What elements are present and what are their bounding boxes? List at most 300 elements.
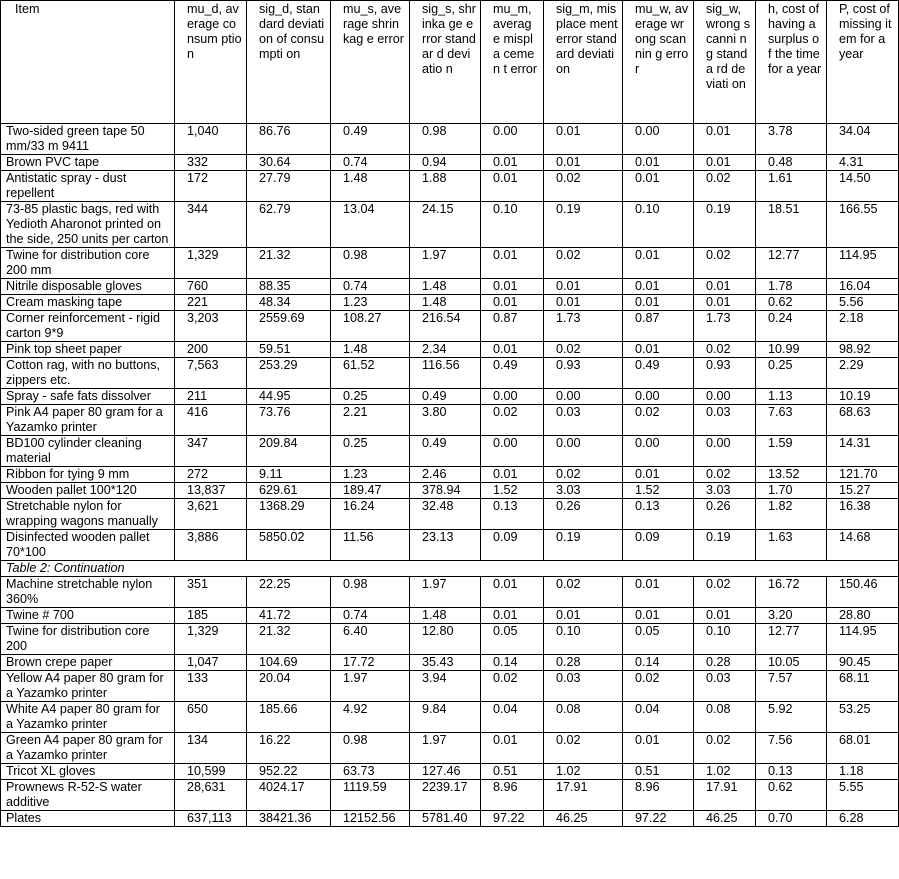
cell-sig-w: 0.02: [694, 248, 756, 279]
cell-sig-m: 0.02: [544, 577, 623, 608]
table-row: [1, 202, 899, 248]
cell-mu-w: 0.09: [623, 530, 694, 561]
table-row: [1, 155, 899, 171]
cell-sig-w: 1.73: [694, 311, 756, 342]
cell-p: 34.04: [827, 124, 899, 155]
table-row: [1, 530, 899, 561]
cell-sig-w: 0.01: [694, 279, 756, 295]
cell-mu-w: 1.52: [623, 483, 694, 499]
cell-item: Ribbon for tying 9 mm: [1, 467, 175, 483]
cell-sig-s: 2.46: [410, 467, 481, 483]
cell-p: 114.95: [827, 624, 899, 655]
header-item: Item: [1, 1, 175, 124]
header-mu-d: mu_d, average consum ption: [175, 1, 247, 124]
cell-sig-d: 22.25: [247, 577, 331, 608]
cell-mu-s: 1.48: [331, 171, 410, 202]
cell-sig-m: 0.02: [544, 733, 623, 764]
cell-h: 1.63: [756, 530, 827, 561]
cell-sig-s: 35.43: [410, 655, 481, 671]
cell-sig-w: 0.19: [694, 202, 756, 248]
cell-mu-m: 0.01: [481, 342, 544, 358]
header-mu-s: mu_s, average shrinkag e error: [331, 1, 410, 124]
cell-mu-s: 0.25: [331, 389, 410, 405]
cell-sig-d: 59.51: [247, 342, 331, 358]
cell-item: Pink top sheet paper: [1, 342, 175, 358]
cell-mu-s: 2.21: [331, 405, 410, 436]
cell-mu-d: 13,837: [175, 483, 247, 499]
cell-mu-m: 0.09: [481, 530, 544, 561]
cell-mu-s: 17.72: [331, 655, 410, 671]
cell-mu-w: 0.87: [623, 311, 694, 342]
cell-sig-d: 27.79: [247, 171, 331, 202]
caption-row: [1, 561, 899, 577]
cell-mu-w: 0.14: [623, 655, 694, 671]
cell-p: 6.28: [827, 811, 899, 827]
cell-mu-m: 0.00: [481, 389, 544, 405]
cell-p: 5.56: [827, 295, 899, 311]
cell-sig-d: 209.84: [247, 436, 331, 467]
cell-mu-s: 1119.59: [331, 780, 410, 811]
cell-mu-s: 6.40: [331, 624, 410, 655]
cell-p: 14.68: [827, 530, 899, 561]
cell-mu-s: 1.97: [331, 671, 410, 702]
table-row: [1, 124, 899, 155]
header-mu-w: mu_w, average wrong scannin g error: [623, 1, 694, 124]
cell-mu-d: 416: [175, 405, 247, 436]
cell-item: Twine for distribution core 200: [1, 624, 175, 655]
cell-sig-d: 2559.69: [247, 311, 331, 342]
cell-sig-s: 3.80: [410, 405, 481, 436]
cell-item: Cotton rag, with no buttons, zippers etc.: [1, 358, 175, 389]
cell-mu-w: 0.01: [623, 155, 694, 171]
cell-item: Yellow A4 paper 80 gram for a Yazamko printer: [1, 671, 175, 702]
cell-mu-s: 11.56: [331, 530, 410, 561]
cell-sig-d: 185.66: [247, 702, 331, 733]
cell-p: 98.92: [827, 342, 899, 358]
cell-h: 18.51: [756, 202, 827, 248]
cell-item: Stretchable nylon for wrapping wagons manually: [1, 499, 175, 530]
cell-h: 0.13: [756, 764, 827, 780]
cell-mu-m: 0.51: [481, 764, 544, 780]
cell-item: Disinfected wooden pallet 70*100: [1, 530, 175, 561]
cell-mu-d: 211: [175, 389, 247, 405]
cell-h: 1.61: [756, 171, 827, 202]
cell-mu-m: 0.01: [481, 467, 544, 483]
cell-p: 150.46: [827, 577, 899, 608]
cell-mu-s: 61.52: [331, 358, 410, 389]
cell-sig-d: 952.22: [247, 764, 331, 780]
table-body-part2: [1, 577, 899, 827]
table-row: [1, 655, 899, 671]
cell-h: 12.77: [756, 624, 827, 655]
cell-sig-m: 0.19: [544, 530, 623, 561]
header-p: P, cost of missing item for a year: [827, 1, 899, 124]
cell-sig-d: 9.11: [247, 467, 331, 483]
cell-mu-d: 1,040: [175, 124, 247, 155]
cell-sig-d: 88.35: [247, 279, 331, 295]
cell-item: Machine stretchable nylon 360%: [1, 577, 175, 608]
cell-sig-m: 0.01: [544, 608, 623, 624]
cell-sig-s: 3.94: [410, 671, 481, 702]
cell-mu-d: 1,329: [175, 624, 247, 655]
header-sig-m: sig_m, misplace ment error standard deviation: [544, 1, 623, 124]
cell-mu-d: 185: [175, 608, 247, 624]
cell-mu-d: 28,631: [175, 780, 247, 811]
cell-mu-m: 0.01: [481, 171, 544, 202]
table-row: [1, 577, 899, 608]
cell-sig-d: 21.32: [247, 624, 331, 655]
table-row: [1, 405, 899, 436]
cell-mu-w: 0.01: [623, 577, 694, 608]
cell-p: 166.55: [827, 202, 899, 248]
table-row: [1, 671, 899, 702]
cell-item: White A4 paper 80 gram for a Yazamko printer: [1, 702, 175, 733]
cell-h: 10.99: [756, 342, 827, 358]
cell-sig-s: 5781.40: [410, 811, 481, 827]
cell-mu-d: 221: [175, 295, 247, 311]
cell-mu-s: 0.49: [331, 124, 410, 155]
cell-mu-d: 650: [175, 702, 247, 733]
cell-mu-w: 97.22: [623, 811, 694, 827]
cell-sig-w: 0.01: [694, 155, 756, 171]
cell-sig-s: 0.94: [410, 155, 481, 171]
table-row: [1, 467, 899, 483]
table-row: [1, 733, 899, 764]
cell-mu-m: 0.13: [481, 499, 544, 530]
cell-sig-s: 32.48: [410, 499, 481, 530]
cell-mu-s: 0.98: [331, 248, 410, 279]
cell-mu-m: 0.01: [481, 733, 544, 764]
cell-sig-s: 2.34: [410, 342, 481, 358]
cell-mu-d: 10,599: [175, 764, 247, 780]
cell-p: 121.70: [827, 467, 899, 483]
cell-mu-w: 0.01: [623, 171, 694, 202]
table-row: [1, 811, 899, 827]
cell-sig-s: 9.84: [410, 702, 481, 733]
cell-sig-m: 0.10: [544, 624, 623, 655]
cell-sig-w: 1.02: [694, 764, 756, 780]
cell-sig-s: 0.98: [410, 124, 481, 155]
cell-sig-s: 378.94: [410, 483, 481, 499]
cell-sig-m: 46.25: [544, 811, 623, 827]
cell-p: 16.04: [827, 279, 899, 295]
cell-mu-w: 0.49: [623, 358, 694, 389]
cell-p: 68.11: [827, 671, 899, 702]
cell-mu-d: 272: [175, 467, 247, 483]
cell-item: Tricot XL gloves: [1, 764, 175, 780]
cell-item: Plates: [1, 811, 175, 827]
cell-h: 0.62: [756, 780, 827, 811]
cell-mu-s: 1.48: [331, 342, 410, 358]
cell-sig-m: 0.01: [544, 279, 623, 295]
header-h: h, cost of having a surplus of the time for a year: [756, 1, 827, 124]
cell-sig-s: 1.48: [410, 608, 481, 624]
cell-sig-m: 0.01: [544, 295, 623, 311]
cell-sig-w: 0.03: [694, 405, 756, 436]
cell-item: Antistatic spray - dust repellent: [1, 171, 175, 202]
cell-mu-m: 0.01: [481, 155, 544, 171]
header-sig-w: sig_w, wrong scanni ng standa rd deviati on: [694, 1, 756, 124]
cell-mu-s: 0.98: [331, 577, 410, 608]
cell-mu-m: 0.02: [481, 405, 544, 436]
header-sig-d: sig_d, standard deviation of consumpti on: [247, 1, 331, 124]
cell-h: 0.62: [756, 295, 827, 311]
cell-mu-m: 0.04: [481, 702, 544, 733]
cell-sig-w: 0.01: [694, 295, 756, 311]
cell-mu-w: 0.02: [623, 405, 694, 436]
cell-item: Nitrile disposable gloves: [1, 279, 175, 295]
cell-sig-d: 21.32: [247, 248, 331, 279]
cell-sig-w: 17.91: [694, 780, 756, 811]
cell-sig-s: 2239.17: [410, 780, 481, 811]
cell-item: Brown crepe paper: [1, 655, 175, 671]
table-row: [1, 483, 899, 499]
cell-mu-d: 1,047: [175, 655, 247, 671]
cell-sig-m: 0.02: [544, 467, 623, 483]
cell-mu-d: 347: [175, 436, 247, 467]
cell-mu-m: 8.96: [481, 780, 544, 811]
cell-mu-s: 189.47: [331, 483, 410, 499]
table-row: [1, 764, 899, 780]
cell-mu-m: 0.00: [481, 436, 544, 467]
cell-mu-m: 0.49: [481, 358, 544, 389]
cell-mu-d: 3,621: [175, 499, 247, 530]
cell-item: Prownews R-52-S water additive: [1, 780, 175, 811]
cell-mu-w: 8.96: [623, 780, 694, 811]
cell-mu-w: 0.01: [623, 279, 694, 295]
cell-sig-s: 216.54: [410, 311, 481, 342]
cell-mu-w: 0.01: [623, 295, 694, 311]
cell-mu-w: 0.00: [623, 436, 694, 467]
cell-p: 2.29: [827, 358, 899, 389]
cell-sig-w: 0.01: [694, 608, 756, 624]
cell-sig-m: 0.02: [544, 248, 623, 279]
cell-item: 73-85 plastic bags, red with Yedioth Aharonot printed on the side, 250 units per carton: [1, 202, 175, 248]
cell-sig-s: 0.49: [410, 389, 481, 405]
cell-mu-w: 0.01: [623, 342, 694, 358]
cell-sig-m: 0.00: [544, 389, 623, 405]
table-row: [1, 358, 899, 389]
cell-mu-w: 0.01: [623, 248, 694, 279]
header-sig-s: sig_s, shrinka ge error standar d deviatio n: [410, 1, 481, 124]
cell-h: 0.24: [756, 311, 827, 342]
cell-sig-d: 48.34: [247, 295, 331, 311]
table-row: [1, 624, 899, 655]
cell-h: 0.48: [756, 155, 827, 171]
cell-mu-m: 1.52: [481, 483, 544, 499]
cell-p: 14.31: [827, 436, 899, 467]
cell-sig-s: 1.88: [410, 171, 481, 202]
cell-sig-d: 38421.36: [247, 811, 331, 827]
cell-sig-w: 0.93: [694, 358, 756, 389]
cell-sig-m: 0.08: [544, 702, 623, 733]
table-row: [1, 702, 899, 733]
cell-p: 53.25: [827, 702, 899, 733]
table-row: [1, 499, 899, 530]
cell-item: Green A4 paper 80 gram for a Yazamko printer: [1, 733, 175, 764]
table-row: [1, 342, 899, 358]
cell-mu-d: 760: [175, 279, 247, 295]
cell-sig-d: 86.76: [247, 124, 331, 155]
cell-sig-m: 0.01: [544, 155, 623, 171]
cell-sig-m: 3.03: [544, 483, 623, 499]
cell-sig-w: 0.02: [694, 171, 756, 202]
cell-h: 1.13: [756, 389, 827, 405]
header-row: [1, 1, 899, 124]
table-body-part1: [1, 124, 899, 561]
table-row: [1, 279, 899, 295]
cell-mu-d: 3,203: [175, 311, 247, 342]
cell-sig-w: 0.01: [694, 124, 756, 155]
cell-sig-w: 0.00: [694, 389, 756, 405]
cell-p: 4.31: [827, 155, 899, 171]
cell-p: 68.01: [827, 733, 899, 764]
cell-sig-d: 104.69: [247, 655, 331, 671]
cell-mu-s: 108.27: [331, 311, 410, 342]
cell-p: 114.95: [827, 248, 899, 279]
cell-h: 16.72: [756, 577, 827, 608]
cell-mu-m: 0.10: [481, 202, 544, 248]
cell-sig-s: 24.15: [410, 202, 481, 248]
cell-p: 28.80: [827, 608, 899, 624]
cell-mu-w: 0.00: [623, 389, 694, 405]
cell-p: 2.18: [827, 311, 899, 342]
cell-sig-m: 0.02: [544, 342, 623, 358]
cell-sig-w: 0.02: [694, 342, 756, 358]
cell-mu-s: 0.74: [331, 279, 410, 295]
cell-sig-w: 0.00: [694, 436, 756, 467]
cell-mu-w: 0.00: [623, 124, 694, 155]
cell-p: 1.18: [827, 764, 899, 780]
cell-h: 3.78: [756, 124, 827, 155]
cell-mu-s: 13.04: [331, 202, 410, 248]
header-mu-m: mu_m, averag e mispla cemen t error: [481, 1, 544, 124]
cell-mu-s: 16.24: [331, 499, 410, 530]
cell-item: Twine for distribution core 200 mm: [1, 248, 175, 279]
cell-sig-m: 0.02: [544, 171, 623, 202]
cell-p: 16.38: [827, 499, 899, 530]
cell-sig-m: 1.73: [544, 311, 623, 342]
cell-item: BD100 cylinder cleaning material: [1, 436, 175, 467]
cell-sig-s: 1.97: [410, 577, 481, 608]
cell-sig-w: 0.08: [694, 702, 756, 733]
cell-h: 3.20: [756, 608, 827, 624]
cell-p: 15.27: [827, 483, 899, 499]
cell-p: 90.45: [827, 655, 899, 671]
cell-sig-d: 44.95: [247, 389, 331, 405]
cell-sig-s: 127.46: [410, 764, 481, 780]
cell-mu-m: 0.05: [481, 624, 544, 655]
cell-h: 0.70: [756, 811, 827, 827]
table-row: [1, 248, 899, 279]
cell-h: 0.25: [756, 358, 827, 389]
cell-sig-m: 0.19: [544, 202, 623, 248]
cell-h: 1.59: [756, 436, 827, 467]
cell-mu-m: 0.02: [481, 671, 544, 702]
cell-sig-s: 1.97: [410, 248, 481, 279]
cell-sig-w: 0.10: [694, 624, 756, 655]
table-row: [1, 608, 899, 624]
cell-sig-s: 116.56: [410, 358, 481, 389]
cell-mu-d: 172: [175, 171, 247, 202]
cell-sig-m: 0.93: [544, 358, 623, 389]
cell-sig-s: 1.97: [410, 733, 481, 764]
cell-mu-w: 0.02: [623, 671, 694, 702]
table-row: [1, 780, 899, 811]
cell-mu-m: 0.01: [481, 608, 544, 624]
cell-item: Wooden pallet 100*120: [1, 483, 175, 499]
cell-mu-s: 63.73: [331, 764, 410, 780]
cell-sig-d: 30.64: [247, 155, 331, 171]
cell-sig-s: 12.80: [410, 624, 481, 655]
cell-mu-d: 3,886: [175, 530, 247, 561]
cell-mu-d: 344: [175, 202, 247, 248]
cell-h: 7.57: [756, 671, 827, 702]
cell-sig-w: 0.02: [694, 733, 756, 764]
table-caption: Table 2: Continuation: [1, 561, 899, 577]
cell-sig-d: 16.22: [247, 733, 331, 764]
table-row: [1, 389, 899, 405]
cell-sig-d: 4024.17: [247, 780, 331, 811]
cell-sig-w: 0.28: [694, 655, 756, 671]
cell-sig-d: 62.79: [247, 202, 331, 248]
cell-sig-d: 1368.29: [247, 499, 331, 530]
cell-sig-w: 0.02: [694, 577, 756, 608]
cell-mu-m: 0.87: [481, 311, 544, 342]
cell-sig-s: 23.13: [410, 530, 481, 561]
cell-sig-m: 0.01: [544, 124, 623, 155]
cell-sig-d: 5850.02: [247, 530, 331, 561]
cell-item: Pink A4 paper 80 gram for a Yazamko printer: [1, 405, 175, 436]
cell-mu-m: 0.00: [481, 124, 544, 155]
cell-h: 5.92: [756, 702, 827, 733]
cell-sig-w: 0.03: [694, 671, 756, 702]
cell-mu-d: 7,563: [175, 358, 247, 389]
cell-h: 13.52: [756, 467, 827, 483]
cell-p: 68.63: [827, 405, 899, 436]
cell-sig-d: 253.29: [247, 358, 331, 389]
cell-sig-m: 17.91: [544, 780, 623, 811]
cell-sig-w: 0.26: [694, 499, 756, 530]
cell-mu-d: 1,329: [175, 248, 247, 279]
cell-mu-m: 0.01: [481, 295, 544, 311]
cell-mu-s: 1.23: [331, 295, 410, 311]
cell-sig-w: 3.03: [694, 483, 756, 499]
cell-item: Twine # 700: [1, 608, 175, 624]
cell-h: 7.56: [756, 733, 827, 764]
cell-mu-s: 0.25: [331, 436, 410, 467]
cell-mu-m: 0.01: [481, 248, 544, 279]
cell-h: 10.05: [756, 655, 827, 671]
cell-h: 7.63: [756, 405, 827, 436]
cell-sig-m: 1.02: [544, 764, 623, 780]
table-row: [1, 436, 899, 467]
cell-sig-d: 41.72: [247, 608, 331, 624]
cell-mu-w: 0.01: [623, 467, 694, 483]
cell-mu-m: 0.01: [481, 577, 544, 608]
cell-sig-m: 0.03: [544, 671, 623, 702]
table-header: [1, 1, 899, 124]
cell-sig-w: 0.02: [694, 467, 756, 483]
cell-mu-d: 200: [175, 342, 247, 358]
cell-item: Spray - safe fats dissolver: [1, 389, 175, 405]
cell-mu-s: 0.98: [331, 733, 410, 764]
cell-mu-s: 0.74: [331, 155, 410, 171]
cell-mu-d: 134: [175, 733, 247, 764]
cell-mu-m: 97.22: [481, 811, 544, 827]
cell-sig-s: 1.48: [410, 295, 481, 311]
cell-mu-w: 0.05: [623, 624, 694, 655]
